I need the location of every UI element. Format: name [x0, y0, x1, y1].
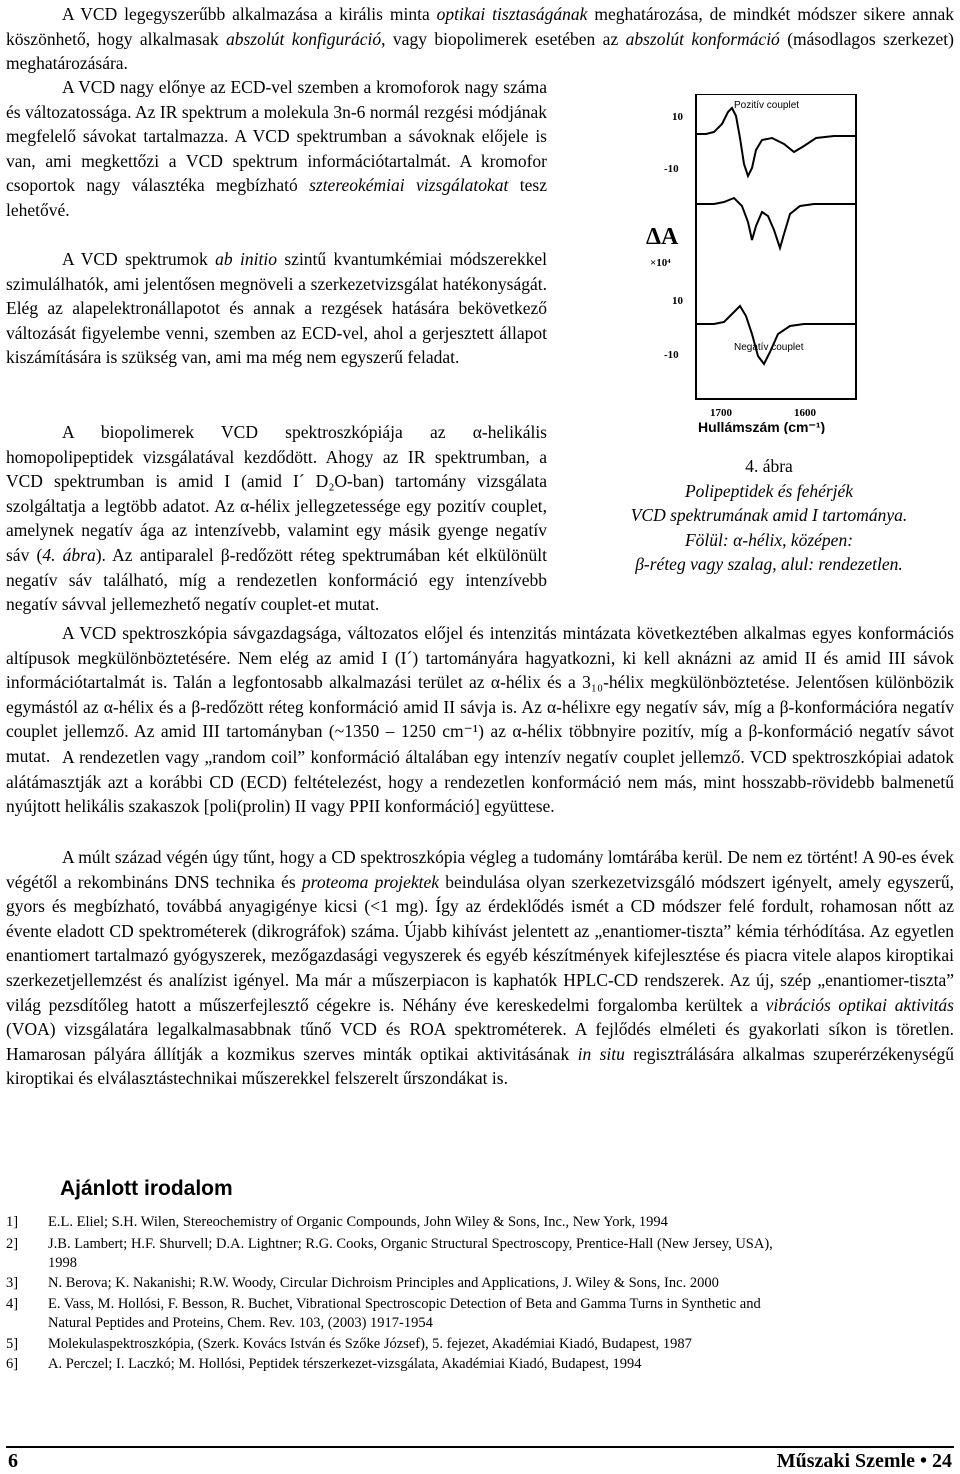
ref-number: 2]	[6, 1236, 19, 1252]
p1-italic-c: abszolút konformáció	[625, 28, 780, 49]
ref-text-cont: 1998	[48, 1255, 77, 1271]
ref-text-cont: Natural Peptides and Proteins, Chem. Rev. 103, (2003) 1917-1954	[48, 1315, 433, 1331]
caption-line-2: VCD spektrumának amid I tartománya.	[630, 505, 908, 526]
fig-tick-x-2: 1600	[794, 407, 816, 419]
fig-tick-y-4: -10	[664, 349, 679, 361]
paragraph-2	[6, 75, 547, 223]
footer-rule	[6, 1446, 954, 1448]
ref-text: E.L. Eliel; S.H. Wilen, Stereochemistry of Organic Compounds, John Wiley & Sons, Inc., New York, 1994	[48, 1214, 668, 1230]
fig-tick-y-3: 10	[672, 295, 683, 307]
p3-italic: ab initio	[215, 249, 277, 269]
ref-text: N. Berova; K. Nakanishi; R.W. Woody, Circular Dichroism Principles and Applications, J. Wiley & Sons, Inc. 2000	[48, 1275, 719, 1291]
p3-text-a: A VCD spektrumok	[62, 249, 216, 269]
ref-number: 4]	[6, 1296, 19, 1312]
ref-number: 3]	[6, 1275, 19, 1291]
p1-text-c: , vagy biopolimerek esetében az	[381, 28, 626, 49]
p1-italic-b: abszolút konfiguráció	[225, 28, 382, 49]
p7-text-c: (VOA) vizsgálatára legalkalmasabbnak tűnő VCD és ROA spektrométerek. A fejlődés elméleti és gyakorlati síkon is töretlen. Hamarosan pályára állítják a kozmikus szerves minták optikai aktivitásának	[6, 1019, 954, 1064]
caption-line-3: Fölül: α-hélix, középen:	[684, 529, 854, 550]
p7-italic-3: in situ	[577, 1043, 625, 1064]
fig-y-label: ΔA	[646, 224, 679, 250]
paragraph-1	[6, 2, 954, 76]
p2-text: A VCD nagy előnye az ECD-vel szemben a kromoforok nagy száma és változatossága. Az IR spektrum a molekula 3n-6 normál rezgési módjának megfelelő sávokat tartalmazza. A VCD spektrumban a sávoknak előjele is van, ami megkettőzi a VCD spektrum információtartalmát. A kromofor csoportok nagy választéka megbízható	[6, 77, 547, 196]
p2-italic: sztereokémiai vizsgálatokat	[309, 175, 509, 196]
journal-name: Műszaki Szemle • 24	[776, 1450, 952, 1472]
ref-number: 6]	[6, 1356, 19, 1372]
caption-line-4: β-réteg vagy szalag, alul: rendezetlen.	[635, 554, 903, 575]
page-number: 6	[8, 1450, 18, 1472]
p7-italic-2: vibrációs optikai aktivitás	[765, 994, 954, 1015]
references-heading: Ajánlott irodalom	[60, 1177, 233, 1200]
p7-text-d: regisztrálására alkalmas szuperérzékenységű kiroptikai és elválasztástechnikai műszerekkel felszerelt űrszondákat is.	[6, 1043, 954, 1089]
ref-number: 1]	[6, 1214, 19, 1230]
fig-tick-y-1: 10	[672, 111, 683, 123]
paragraph-7	[6, 845, 954, 1091]
p7-text-b: beindulása olyan szerkezetvizsgáló módszert igényelt, amely egyszerű, gyors és megbízható, továbbá anyagigénye kicsi (<1 mg). Így az érdeklődés ismét a CD módszer felé fordult, rohamosan nőtt az évente eladott CD spektrométerek (dikrográfok) száma. Újabb kihívást jelentett az „enantiomer-tiszta” kémia térhódítása. Az egyetlen enantiomert tartalmazó gyógyszerek, mezőgazdasági vegyszerek és egyéb készítmények kifejlesztése és piacra vitele alapos kiroptikai szerkezetjellemzést és analízist igényel. Ma már a műszerpiacon is kaphatók HPLC-CD rendszerek. Az új, szép „enantiomer-tiszta” világ pezsdítőleg hatott a műszerfejlesztő cégekre is. Néhány éve kereskedelmi forgalomba kerültek a	[6, 871, 954, 1015]
figure-number: 4. ábra	[745, 456, 793, 476]
p1-text-b: meghatározása, de mindkét módszer sikere annak köszönhető, hogy alkalmasak	[6, 4, 954, 49]
paragraph-4	[6, 420, 547, 617]
p3-text-b: szintű kvantumkémiai módszerekkel szimulálhatók, ami jelentősen megnöveli a szerkezetvizsgálat hatékonyságát. Elég az alapelektronállapotot és annak a rezgések hatására bekövetkező változását figyelembe venni, szemben az ECD-vel, ahol a gerjesztett állapot kiszámítására is szükség van, ami ma még nem egyszerű feladat.	[6, 249, 547, 368]
paragraph-3	[6, 247, 547, 370]
fig-tick-x-1: 1700	[710, 407, 732, 419]
fig-x-label: Hullámszám (cm⁻¹)	[698, 419, 826, 434]
paragraph-5: A VCD spektroszkópia sávgazdagsága, változatos előjel és intenzitás mintázata következtében alkalmas egyes konformációs altípusok megkülönböztetésére. Nem elég az amid I (I´) tartományára hagyatkozni, ki kell aknázni az amid II és amid III sávok információtartalmát is. Talán a legfontosabb alkalmazási terület az α-hélix és a 3₁₀-hélix megkülönböztetése. Jelentősen különbözik egymástól az α-hélix és a β-redőzött réteg konformáció amid II sávja is. Az α-hélixre egy negatív sáv, míg a β-konformációra negatív couplet jellemző. Az amid III tartományban (~1350 – 1250 cm⁻¹) az α-hélix többnyire pozitív, míg a β-konformáció negatív sávot mutat.	[6, 623, 954, 766]
p4-end: ). Az antiparalel β-redőzött réteg spektrumában két elkülönült negatív sáv található, míg a rendezetlen konformáció egy intenzívebb negatív sávval jellemezhető negatív couplet-et mutat.	[6, 544, 548, 615]
caption-line-1: Polipeptidek és fehérjék	[684, 480, 854, 501]
p1-text-d: (másodlagos szerkezet) meghatározására.	[6, 28, 954, 74]
ref-number: 5]	[6, 1336, 19, 1352]
ref-text: A. Perczel; I. Laczkó; M. Hollósi, Peptidek térszerkezet-vizsgálata, Akadémiai Kiadó, Budapest, 1994	[48, 1356, 642, 1372]
figure-caption	[586, 454, 952, 577]
fig-label-bottom: Negatív couplet	[734, 342, 804, 353]
p4-text: A biopolimerek VCD spektroszkópiája az α-helikális homopolipeptidek vizsgálatával kezdődött. Ahogy az IR spektrumban, a VCD spektrumban is amid I (amid I´ D₂O-ban) tartomány vizsgálata szolgáltatja a legtöbb adatot. Az α-hélix jellegzetessége egy pozitív couplet, amelynek negatív ága az intenzívebb, valamint egy másik gyenge negatív sáv (	[6, 422, 547, 565]
fig-y-scale: ×10⁴	[650, 257, 671, 269]
fig-tick-y-2: -10	[664, 163, 679, 175]
ref-text: J.B. Lambert; H.F. Shurvell; D.A. Lightner; R.G. Cooks, Organic Structural Spectroscopy, Prentice-Hall (New Jersey, USA),	[48, 1236, 773, 1252]
p1-text-a: A VCD legegyszerűbb alkalmazása a királis minta	[62, 4, 437, 24]
p1-italic-a: optikai tisztaságának	[436, 4, 588, 24]
p7-italic-1: proteoma projektek	[301, 871, 440, 892]
ref-text: Molekulaspektroszkópia, (Szerk. Kovács István és Szőke József), 5. fejezet, Akadémiai Kiadó, Budapest, 1987	[48, 1336, 692, 1352]
paragraph-6: A rendezetlen vagy „random coil” konformáció általában egy intenzív negatív couplet jellemző. VCD spektroszkópiai adatok alátámasztják azt a korábbi CD (ECD) feltételezést, hogy a rendezetlen konformáció nem más, mint hosszabb-rövidebb balmenetű nyújtott helikális szakaszok [poli(prolin) II vagy PPII konformáció] együttese.	[6, 747, 954, 817]
p4-italic: 4. ábra	[42, 544, 96, 565]
ref-text: E. Vass, M. Hollósi, F. Besson, R. Buchet, Vibrational Spectroscopic Detection of Beta and Gamma Turns in Synthetic and	[48, 1296, 761, 1312]
fig-label-top: Pozitív couplet	[734, 100, 800, 111]
vcd-spectrum-figure	[644, 94, 862, 434]
p7-text-a: A múlt század végén úgy tűnt, hogy a CD spektroszkópia végleg a tudomány lomtárába kerül. De nem ez történt! A 90-es évek végétől a rekombináns DNS technika és	[6, 847, 954, 892]
p2-end: tesz lehetővé.	[6, 175, 547, 220]
